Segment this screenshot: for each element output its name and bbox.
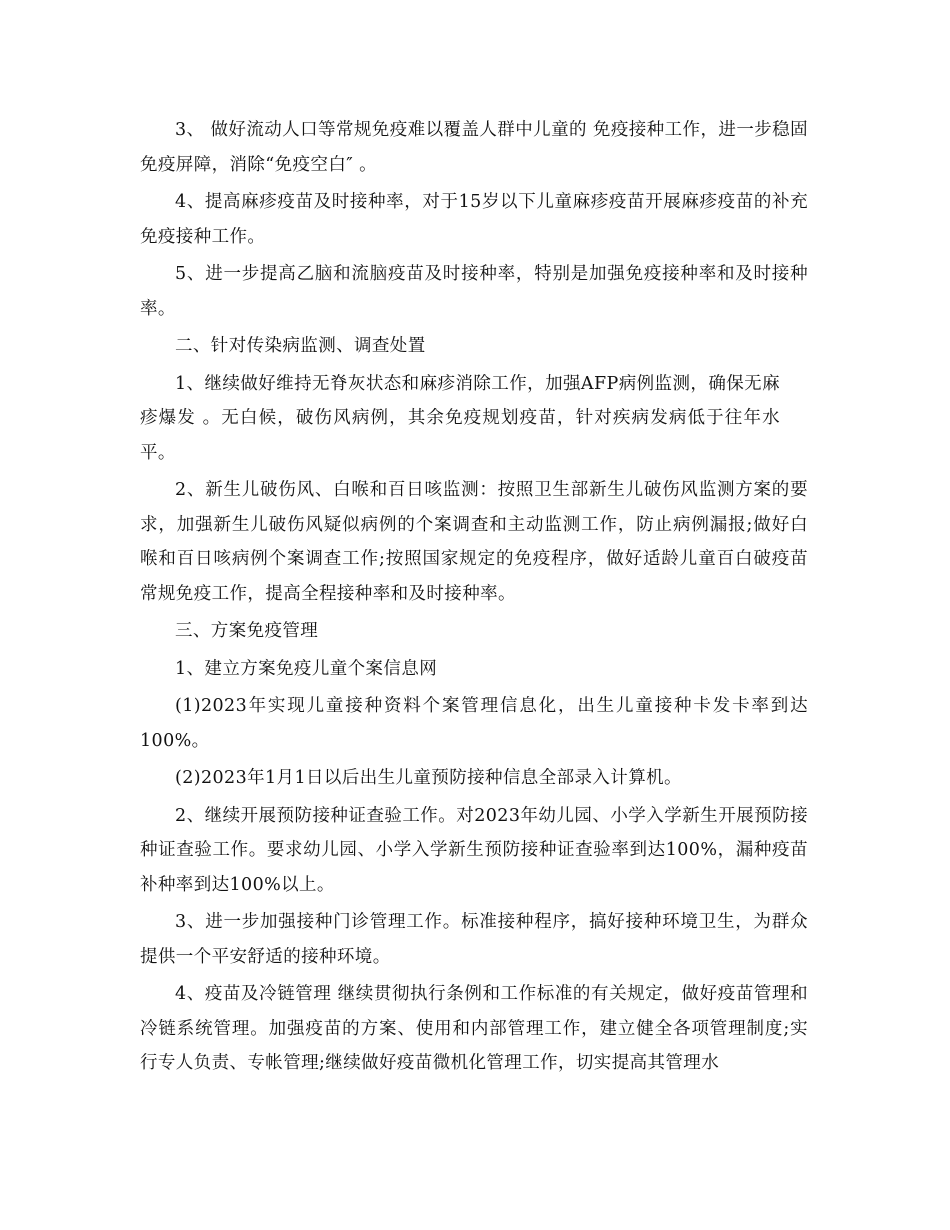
section-heading-immunization-management: 三、方案免疫管理 (175, 621, 319, 641)
document-body (140, 113, 808, 1084)
paragraph-polio-measles-elimination: 1、继续做好维持无脊灰状态和麻疹消除工作，加强AFP病例监测，确保无麻疹爆发 。无白候，破伤风病例，其余免疫规划疫苗，针对疾病发病低于往年水平。 (140, 373, 780, 463)
paragraph-certificate-check: 2、继续开展预防接种证查验工作。对2023年幼儿园、小学入学新生开展预防接种证查验工作。要求幼儿园、小学入学新生预防接种证查验率到达100%，漏种疫苗补种率到达100%以上。 (140, 805, 808, 895)
paragraph-info-network: 1、建立方案免疫儿童个案信息网 (175, 658, 438, 679)
paragraph-item-5-je-meningitis: 5、进一步提高乙脑和流脑疫苗及时接种率，特别是加强免疫接种率和及时接种率。 (140, 264, 808, 319)
section-heading-disease-surveillance: 二、针对传染病监测、调查处置 (175, 336, 426, 356)
paragraph-item-4-measles-vaccine: 4、提高麻疹疫苗及时接种率，对于15岁以下儿童麻疹疫苗开展麻疹疫苗的补充免疫接种工作。 (140, 192, 808, 247)
paragraph-info-2023-records: (1)2023年实现儿童接种资料个案管理信息化，出生儿童接种卡发卡率到达100%。 (140, 696, 808, 751)
paragraph-info-computer-entry: (2)2023年1月1日以后出生儿童预防接种信息全部录入计算机。 (175, 768, 682, 788)
paragraph-neonatal-tetanus-surveillance: 2、新生儿破伤风、白喉和百日咳监测：按照卫生部新生儿破伤风监测方案的要求，加强新生儿破伤风疑似病例的个案调查和主动监测工作，防止病例漏报;做好白喉和百日咳病例个案调查工作;按照国家规定的免疫程序，做好适龄儿童百白破疫苗常规免疫工作，提高全程接种率和及时接种率。 (140, 480, 808, 604)
paragraph-cold-chain-management: 4、疫苗及冷链管理 继续贯彻执行条例和工作标准的有关规定，做好疫苗管理和冷链系统管理。加强疫苗的方案、使用和内部管理工作，建立健全各项管理制度;实行专人负责、专帐管理;继续做好疫苗微机化管理工作，切实提高其管理水 (140, 984, 808, 1073)
paragraph-clinic-management: 3、进一步加强接种门诊管理工作。标准接种程序，搞好接种环境卫生，为群众提供一个平安舒适的接种环境。 (140, 912, 808, 967)
paragraph-item-3-floating-population: 3、 做好流动人口等常规免疫难以覆盖人群中儿童的 免疫接种工作，进一步稳固免疫屏障，消除“免疫空白″ 。 (140, 120, 808, 175)
